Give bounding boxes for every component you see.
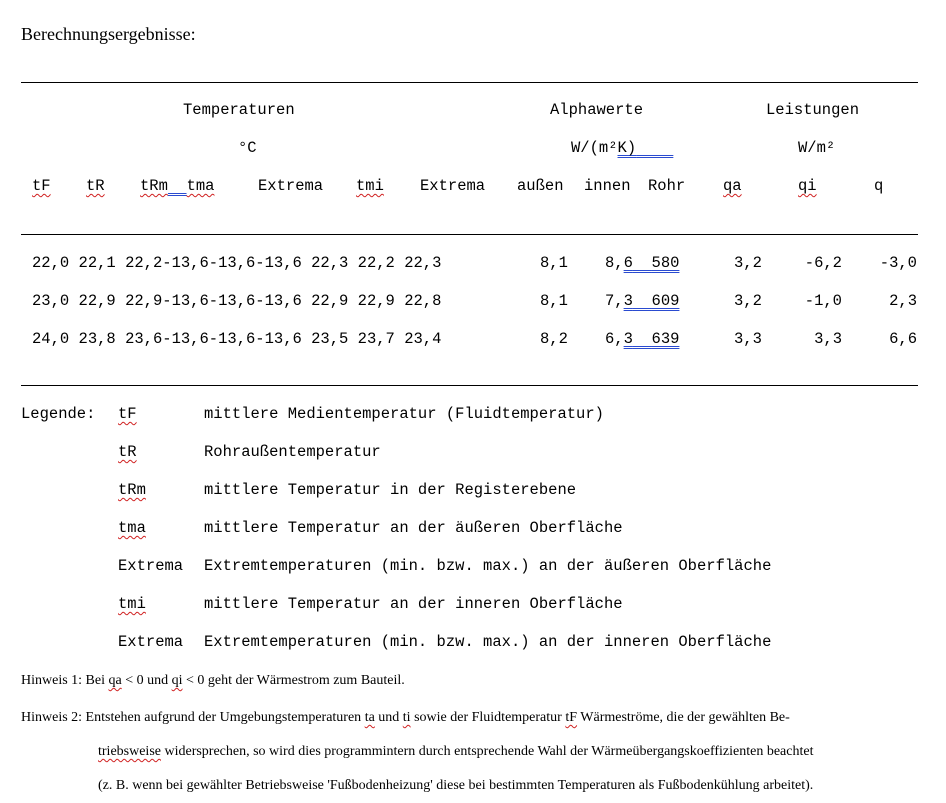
cell-tRm: 23,6 xyxy=(125,330,163,348)
cell-qa: 3,3 xyxy=(734,330,762,348)
cell-innen-dec: 3 xyxy=(623,292,633,310)
cell-tF: 23,0 xyxy=(32,292,70,310)
legend-desc: mittlere Temperatur an der inneren Oberfläche xyxy=(204,595,623,613)
col-header-gap xyxy=(168,177,187,195)
legend-desc: Rohraußentemperatur xyxy=(204,443,381,461)
hint-2-line-2 xyxy=(98,744,813,760)
col-header-qa: qa xyxy=(723,177,742,195)
row-cells xyxy=(32,330,441,348)
col-header-tRm-tma xyxy=(140,177,214,195)
cell-tma-extrema: -13,6-13,6-13,6 xyxy=(162,292,302,310)
row-cells xyxy=(32,292,441,310)
legend-desc: mittlere Temperatur an der äußeren Oberfläche xyxy=(204,519,623,537)
cell-q: -3,0 xyxy=(879,254,917,272)
hint-2-word: triebsweise xyxy=(98,744,161,759)
legend-label: Legende: xyxy=(21,405,96,423)
cell-innen-dec: 3 xyxy=(623,330,633,348)
unit-alpha xyxy=(571,139,673,157)
legend-term: Extrema xyxy=(118,557,184,575)
hint-1-qa: qa xyxy=(108,673,122,688)
col-header-aussen: außen xyxy=(517,177,564,195)
cell-gap xyxy=(633,254,652,272)
group-header-leistungen: Leistungen xyxy=(766,101,860,119)
cell-qi: 3,3 xyxy=(814,330,842,348)
cell-extrema-min: 22,9 xyxy=(357,292,395,310)
cell-rohr: 609 xyxy=(651,292,680,310)
hint-1-text: Hinweis 1: Bei xyxy=(21,673,109,688)
legend-desc: Extremtemperaturen (min. bzw. max.) an der inneren Oberfläche xyxy=(204,633,772,651)
hint-1-text: < 0 und xyxy=(121,673,172,688)
cell-qi: -6,2 xyxy=(804,254,842,272)
cell-tma-extrema: -13,6-13,6-13,6 xyxy=(162,330,302,348)
legend-term: tma xyxy=(118,519,146,537)
cell-tmi: 22,9 xyxy=(311,292,349,310)
cell-tR: 22,9 xyxy=(78,292,116,310)
col-header-q: q xyxy=(874,177,884,195)
cell-extrema-max: 22,8 xyxy=(404,292,442,310)
cell-innen-rohr xyxy=(605,330,679,348)
col-header-tma: tma xyxy=(186,177,215,195)
hint-2-line-1 xyxy=(21,710,790,726)
col-header-tmi: tmi xyxy=(356,177,384,195)
cell-innen-int: 7, xyxy=(605,292,624,310)
hint-2-line-3: (z. B. wenn bei gewählter Betriebsweise 'Fußbodenheizung' diese bei bestimmten Temperaturen als Fußbodenkühlung arbeitet). xyxy=(98,778,814,793)
col-header-tF: tF xyxy=(32,177,51,195)
cell-qi: -1,0 xyxy=(804,292,842,310)
legend-desc: Extremtemperaturen (min. bzw. max.) an der äußeren Oberfläche xyxy=(204,557,772,575)
unit-alpha-prefix: W/(m² xyxy=(571,139,618,157)
header-rule xyxy=(21,234,918,235)
hint-2-ta: ta xyxy=(364,710,375,725)
hint-2-ti: ti xyxy=(402,710,411,725)
hint-2-text: und xyxy=(374,710,403,725)
col-header-extrema-inner: Extrema xyxy=(420,177,486,195)
cell-innen-rohr xyxy=(605,254,679,272)
legend-term: tF xyxy=(118,405,137,423)
cell-rohr: 639 xyxy=(651,330,680,348)
col-header-innen: innen xyxy=(584,177,631,195)
cell-extrema-max: 22,3 xyxy=(404,254,442,272)
cell-aussen: 8,1 xyxy=(540,292,568,310)
legend-term: tR xyxy=(118,443,137,461)
col-header-rohr: Rohr xyxy=(648,177,686,195)
cell-gap xyxy=(633,330,652,348)
col-header-extrema-outer: Extrema xyxy=(258,177,324,195)
cell-tmi: 22,3 xyxy=(311,254,349,272)
cell-tRm: 22,9 xyxy=(125,292,163,310)
col-header-qi: qi xyxy=(798,177,817,195)
row-cells xyxy=(32,254,441,272)
cell-extrema-min: 23,7 xyxy=(357,330,395,348)
hint-2-text: Hinweis 2: Entstehen aufgrund der Umgebungstemperaturen xyxy=(21,710,365,725)
cell-extrema-min: 22,2 xyxy=(357,254,395,272)
cell-qa: 3,2 xyxy=(734,292,762,310)
cell-innen-rohr xyxy=(605,292,679,310)
top-rule xyxy=(21,82,918,83)
cell-tmi: 23,5 xyxy=(311,330,349,348)
unit-power: W/m² xyxy=(798,139,836,157)
legend-term: Extrema xyxy=(118,633,184,651)
cell-tma-extrema: -13,6-13,6-13,6 xyxy=(162,254,302,272)
bottom-rule xyxy=(21,385,918,386)
legend-desc: mittlere Medientemperatur (Fluidtemperatur) xyxy=(204,405,604,423)
cell-aussen: 8,1 xyxy=(540,254,568,272)
group-header-alphawerte: Alphawerte xyxy=(550,101,644,119)
cell-q: 6,6 xyxy=(889,330,917,348)
unit-alpha-suffix: K) xyxy=(617,139,637,157)
group-header-temperaturen: Temperaturen xyxy=(183,101,295,119)
hint-1 xyxy=(21,673,405,689)
cell-tF: 22,0 xyxy=(32,254,70,272)
cell-q: 2,3 xyxy=(889,292,917,310)
legend-desc: mittlere Temperatur in der Registerebene xyxy=(204,481,577,499)
legend-term: tmi xyxy=(118,595,146,613)
cell-tR: 23,8 xyxy=(78,330,116,348)
hint-1-text: < 0 geht der Wärmestrom zum Bauteil. xyxy=(182,673,405,688)
cell-innen-int: 6, xyxy=(605,330,624,348)
unit-temperature: °C xyxy=(238,139,257,157)
hint-1-qi: qi xyxy=(171,673,183,688)
cell-tRm: 22,2 xyxy=(125,254,163,272)
cell-rohr: 580 xyxy=(651,254,680,272)
cell-tF: 24,0 xyxy=(32,330,70,348)
cell-gap xyxy=(633,292,652,310)
hint-2-tF: tF xyxy=(565,710,578,725)
hint-2-text: widersprechen, so wird dies programmintern durch entsprechende Wahl der Wärmeübergangskoeffizienten beachtet xyxy=(160,744,814,759)
cell-innen-int: 8, xyxy=(605,254,624,272)
legend-term: tRm xyxy=(118,481,146,499)
cell-extrema-max: 23,4 xyxy=(404,330,442,348)
cell-qa: 3,2 xyxy=(734,254,762,272)
unit-alpha-trail xyxy=(636,139,673,157)
col-header-tR: tR xyxy=(86,177,105,195)
col-header-tRm: tRm xyxy=(140,177,168,195)
hint-2-text: Wärmeströme, die der gewählten Be- xyxy=(577,710,790,725)
hint-2-text: sowie der Fluidtemperatur xyxy=(410,710,566,725)
cell-aussen: 8,2 xyxy=(540,330,568,348)
cell-innen-dec: 6 xyxy=(623,254,633,272)
cell-tR: 22,1 xyxy=(78,254,116,272)
page-title: Berechnungsergebnisse: xyxy=(21,24,196,44)
